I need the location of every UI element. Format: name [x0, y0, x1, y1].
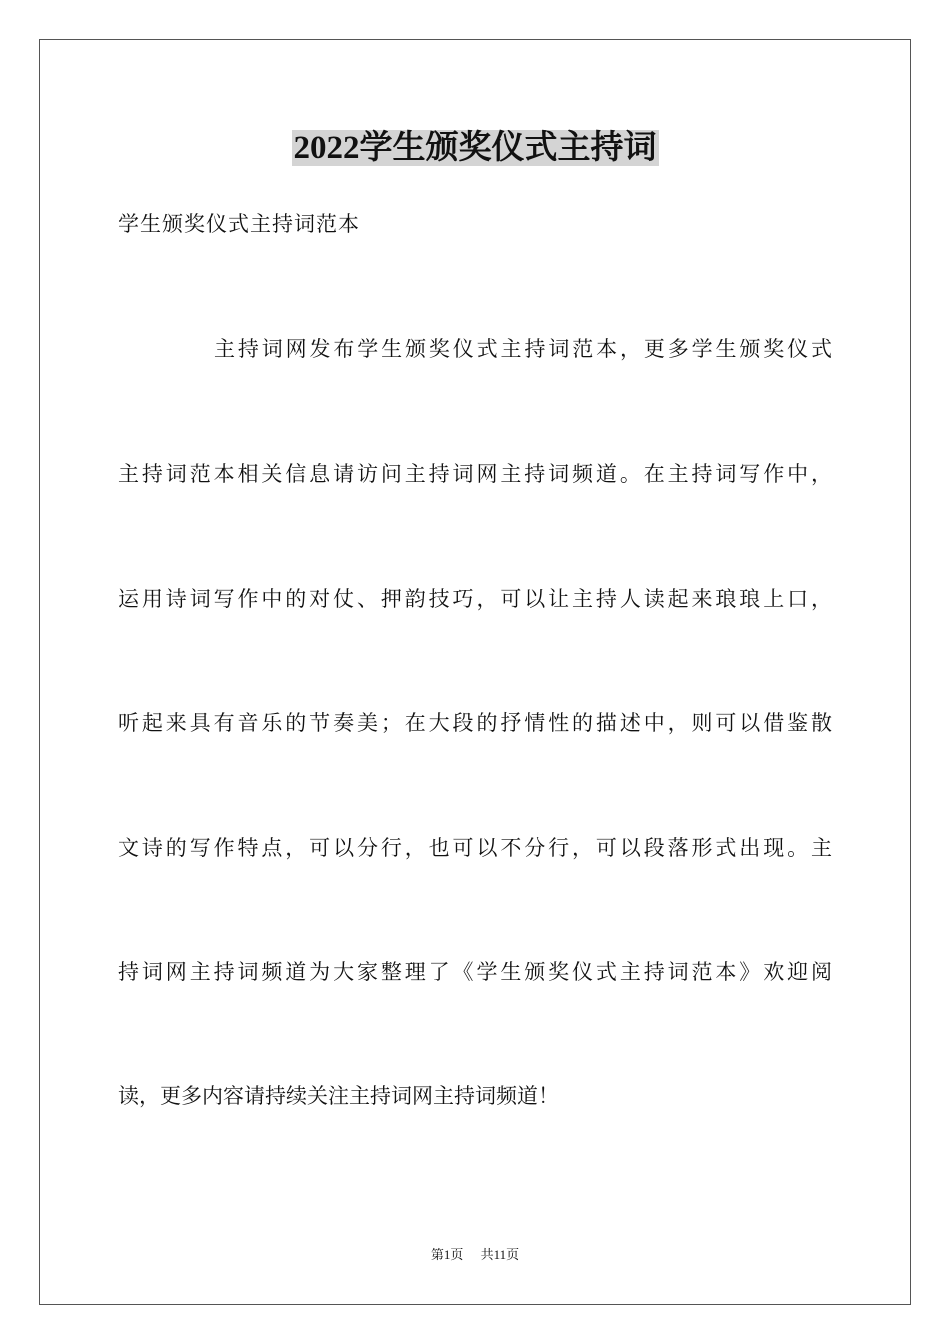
document-title-text: 2022学生颁奖仪式主持词: [293, 130, 657, 166]
body-line: 主持词范本相关信息请访问主持词网主持词频道。在主持词写作中，: [118, 462, 832, 486]
body-line: 运用诗词写作中的对仗、押韵技巧，可以让主持人读起来琅琅上口，: [118, 587, 832, 611]
page-footer: [0, 1246, 950, 1264]
body-line: 主持词网发布学生颁奖仪式主持词范本，更多学生颁奖仪式: [214, 337, 832, 361]
body-line: 持词网主持词频道为大家整理了《学生颁奖仪式主持词范本》欢迎阅: [118, 960, 832, 984]
document-title: [0, 128, 950, 168]
page-number: 第1页: [430, 1247, 464, 1262]
page-count: 共11页: [480, 1247, 520, 1262]
body-line: 读，更多内容请持续关注主持词网主持词频道！: [118, 1084, 559, 1108]
body-line: 文诗的写作特点，可以分行，也可以不分行，可以段落形式出现。主: [118, 836, 832, 860]
body-line: 听起来具有音乐的节奏美；在大段的抒情性的描述中，则可以借鉴散: [118, 711, 832, 735]
document-subtitle: 学生颁奖仪式主持词范本: [118, 212, 360, 236]
